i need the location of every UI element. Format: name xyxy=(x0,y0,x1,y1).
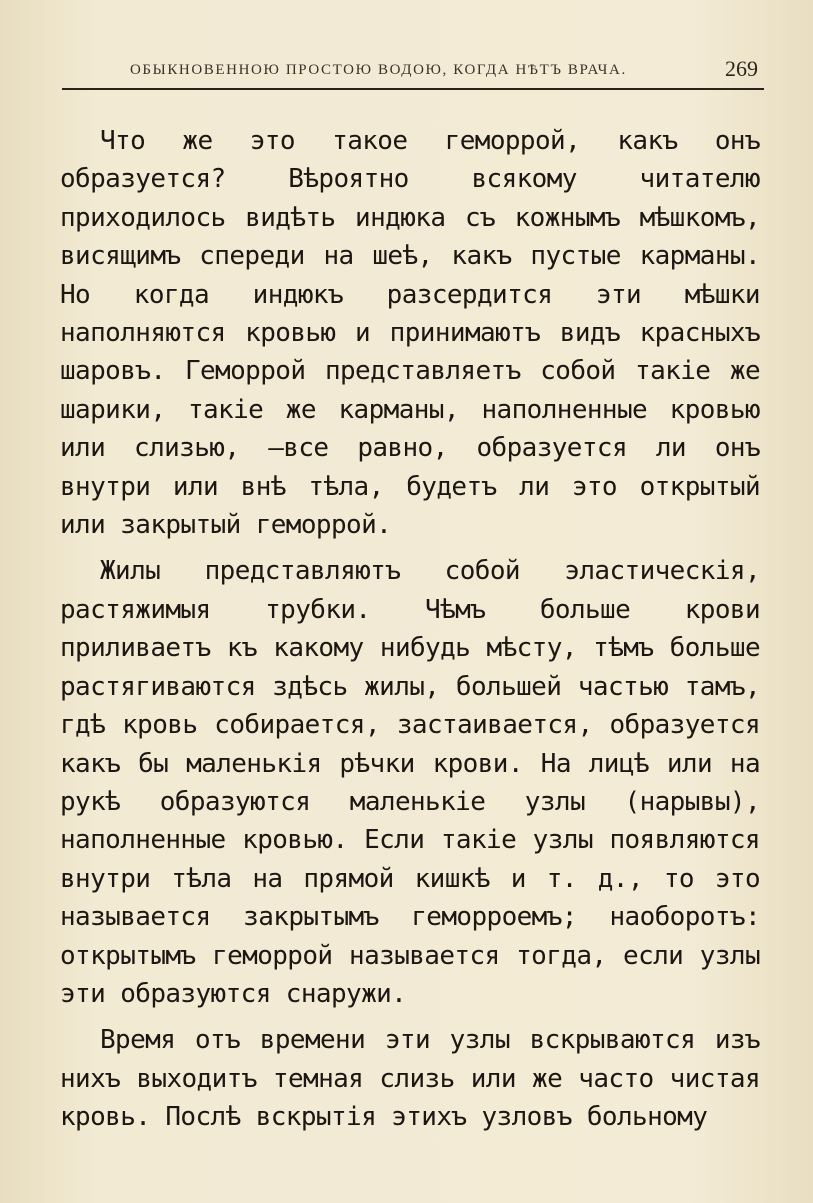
running-title: ОБЫКНОВЕННОЮ ПРОСТОЮ ВОДОЮ, КОГДА НѢТЪ ВРАЧА. xyxy=(130,62,627,78)
running-header xyxy=(62,56,764,90)
page-number: 269 xyxy=(725,56,758,81)
paragraph: Время отъ времени эти узлы вскрываются изъ нихъ выходитъ темная слизь или же часто чистая кровь. Послѣ вскрытiя этихъ узловъ больному xyxy=(60,1025,760,1133)
body-text xyxy=(60,122,760,1137)
paragraph: Что же это такое геморрой, какъ онъ образуется? Вѣроятно всякому читателю приходилось видѣть индюка съ кожнымъ мѣшкомъ, висящимъ спереди на шеѣ, какъ пустые карманы. Но когда индюкъ разсердится эти мѣшки наполняются кровью и принимаютъ видъ красныхъ шаровъ. Геморрой представляетъ собой такiе же шарики, такiе же карманы, наполненные кровью или слизью, —все равно, образуется ли онъ внутри или внѣ тѣла, будетъ ли это открытый или закрытый геморрой. xyxy=(60,126,760,541)
paragraph: Жилы представляютъ собой эластическiя, растяжимыя трубки. Чѣмъ больше крови приливаетъ къ какому нибудь мѣсту, тѣмъ больше растягиваются здѣсь жилы, большей частью тамъ, гдѣ кровь собирается, застаивается, образуется какъ бы маленькiя рѣчки крови. На лицѣ или на рукѣ образуются маленькiе узлы (нарывы), наполненные кровью. Если такiе узлы появляются внутри тѣла на прямой кишкѣ и т. д., то это называется закрытымъ геморроемъ; наоборотъ: открытымъ геморрой называется тогда, если узлы эти образуются снаружи. xyxy=(60,556,760,1009)
